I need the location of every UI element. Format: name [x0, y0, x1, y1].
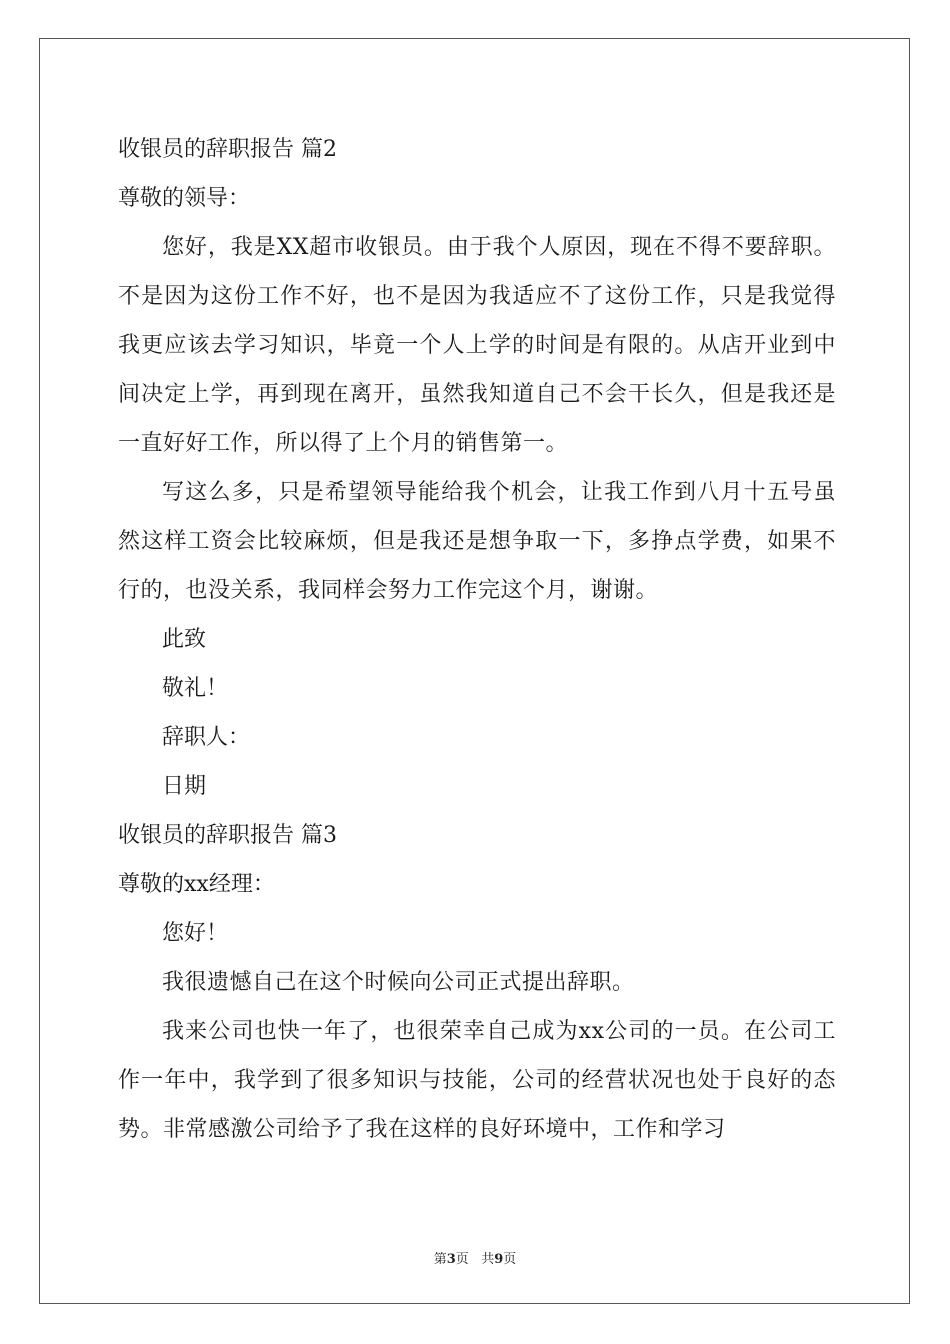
- section-3-greeting: 您好！: [162, 921, 229, 946]
- page-suffix: 页: [455, 1252, 469, 1267]
- section-3-paragraph-1: 我很遗憾自己在这个时候向公司正式提出辞职。: [162, 970, 635, 995]
- page-footer: [0, 1248, 950, 1267]
- page-number: 3: [446, 1252, 456, 1267]
- total-prefix: 共: [481, 1252, 495, 1267]
- section-2-salutation: 尊敬的领导：: [118, 186, 251, 211]
- document-body: [118, 125, 836, 1154]
- section-3-heading: 收银员的辞职报告 篇3: [118, 823, 337, 848]
- closing-jingli: 敬礼！: [162, 676, 229, 701]
- section-2-heading: 收银员的辞职报告 篇2: [118, 137, 337, 162]
- closing-cizhi: 此致: [162, 627, 207, 652]
- signer-label: 辞职人：: [162, 725, 251, 750]
- section-2-paragraph-1: 您好，我是XX超市收银员。由于我个人原因，现在不得不要辞职。不是因为这份工作不好，也不是因为我适应不了这份工作，只是我觉得我更应该去学习知识，毕竟一个人上学的时间是有限的。从店开业到中间决定上学，再到现在离开，虽然我知道自己不会干长久，但是我还是一直好好工作，所以得了上个月的销售第一。: [118, 235, 836, 456]
- section-3-paragraph-2: 我来公司也快一年了，也很荣幸自己成为xx公司的一员。在公司工作一年中，我学到了很多知识与技能，公司的经营状况也处于良好的态势。非常感激公司给予了我在这样的良好环境中，工作和学习: [118, 1019, 836, 1142]
- total-suffix: 页: [503, 1252, 517, 1267]
- total-pages: 9: [494, 1252, 504, 1267]
- page-prefix: 第: [433, 1252, 447, 1267]
- section-2-paragraph-2: 写这么多，只是希望领导能给我个机会，让我工作到八月十五号虽然这样工资会比较麻烦，但是我还是想争取一下，多挣点学费，如果不行的，也没关系，我同样会努力工作完这个月，谢谢。: [118, 480, 836, 603]
- date-label: 日期: [162, 774, 207, 799]
- section-3-salutation: 尊敬的xx经理：: [118, 872, 275, 897]
